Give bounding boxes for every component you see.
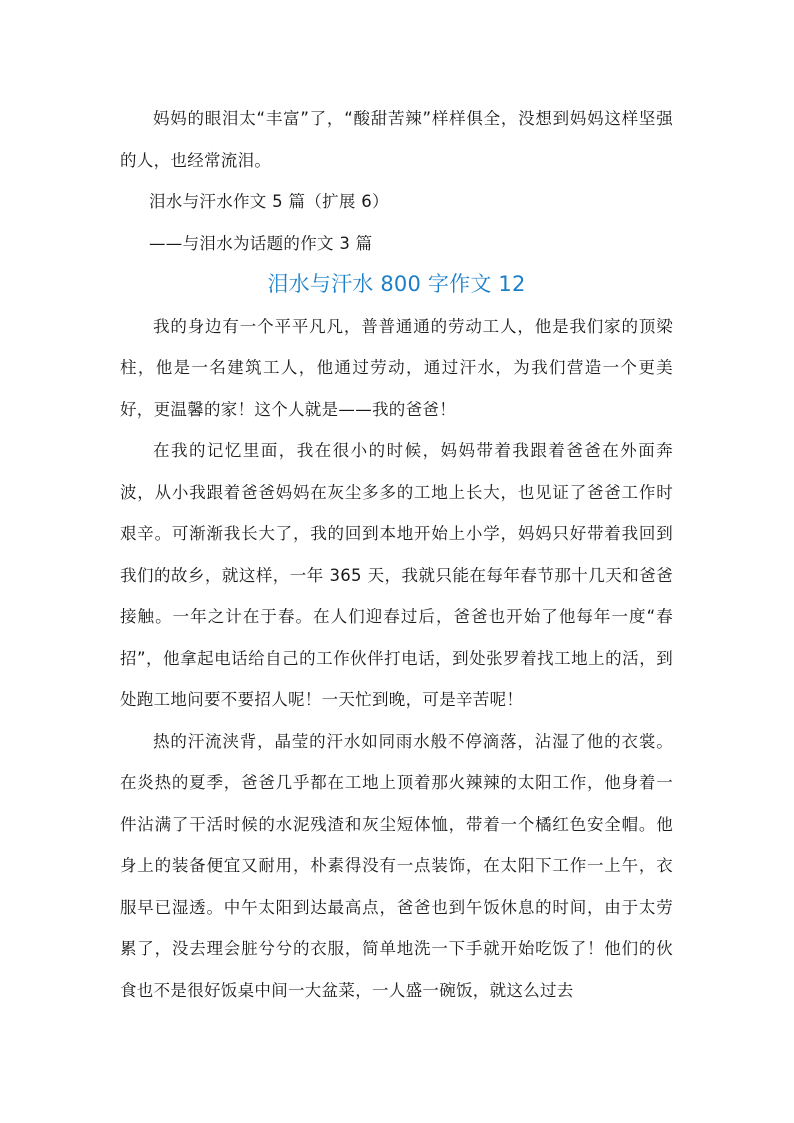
paragraph-memory: 在我的记忆里面，我在很小的时候，妈妈带着我跟着爸爸在外面奔波，从小我跟着爸爸妈妈在灰尘多多的工地上长大，也见证了爸爸工作时艰辛。可渐渐我长大了，我的回到本地开始上小学，妈妈只好带着我回到我们的故乡，就这样，一年 365 天，我就只能在每年春节那十几天和爸爸接触。一年之计在于春。在人们迎春过后，爸爸也开始了他每年一度“春招”，他拿起电话给自己的工作伙伴打电话，到处张罗着找工地上的活，到处跑工地问要不要招人呢！一天忙到晚，可是辛苦呢！ [120, 441, 673, 709]
paragraph-father-intro: 我的身边有一个平平凡凡，普普通通的劳动工人，他是我们家的顶梁柱，他是一名建筑工人，他通过劳动，通过汗水，为我们营造一个更美好，更温馨的家！这个人就是——我的爸爸！ [120, 316, 673, 419]
paragraph-summer-work: 热的汗流浃背，晶莹的汗水如同雨水般不停滴落，沾湿了他的衣裳。在炎热的夏季，爸爸几乎都在工地上顶着那火辣辣的太阳工作，他身着一件沾满了干活时候的水泥残渣和灰尘短体恤，带着一个橘红色安全帽。他身上的装备便宜又耐用，朴素得没有一点装饰，在太阳下工作一上午，衣服早已湿透。中午太阳到达最高点，爸爸也到午饭休息的时间，由于太劳累了，没去理会脏兮兮的衣服，简单地洗一下手就开始吃饭了！他们的伙食也不是很好饭桌中间一大盆菜，一人盛一碗饭，就这么过去 [120, 731, 673, 1000]
document-page [120, 98, 673, 1011]
paragraph-mother-tears: 妈妈的眼泪太“丰富”了，“酸甜苦辣”样样俱全，没想到妈妈这样坚强的人，也经常流泪。 [120, 109, 673, 170]
paragraph-topic-subtitle: ——与泪水为话题的作文 3 篇 [149, 233, 373, 253]
essay-heading: 泪水与汗水 800 字作文 12 [267, 272, 526, 296]
paragraph-extension-title: 泪水与汗水作文 5 篇（扩展 6） [149, 192, 389, 211]
